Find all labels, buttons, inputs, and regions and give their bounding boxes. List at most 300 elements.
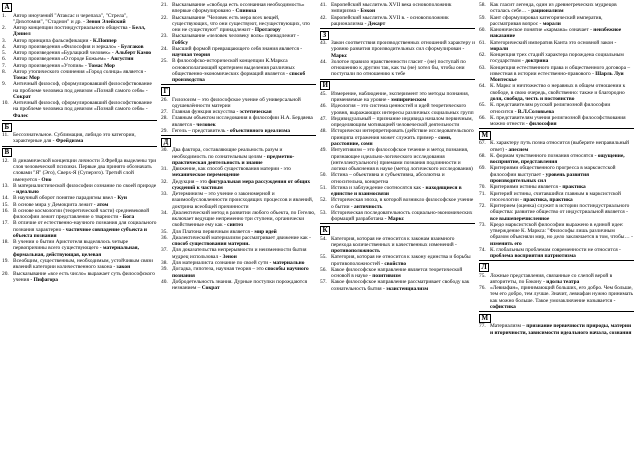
answer-text: Зенон Элейский (86, 18, 126, 25)
item-number: 8. (2, 68, 7, 75)
list-item (2, 69, 157, 82)
answer-text: научная теория (172, 52, 211, 59)
question-text: Высказывание «свобода есть осознанная необходимость» впервые сформулировано - (172, 2, 305, 15)
question-text: К. глобальным проблемам современности не относится - (490, 246, 621, 253)
question-text: К. характеру путь позна относится (выберите неправильный ответ) - (490, 140, 629, 153)
item-text (172, 235, 316, 248)
question-text: В учении о бытии Аристотеля выделялось четыре первопричины всего существующего - (13, 239, 129, 252)
answer-text: античность (354, 203, 383, 210)
question-text: Критериями истины является - (490, 184, 561, 191)
item-number: 33. (161, 191, 168, 198)
answer-text: софистика (490, 303, 516, 310)
list-item (479, 102, 634, 115)
item-text (172, 115, 316, 128)
list-item (320, 2, 475, 15)
question-text: Материализм – (490, 323, 525, 330)
answer-text: позитивизм (372, 273, 401, 280)
answer-text: мир идей (254, 228, 277, 235)
item-number: 14. (2, 195, 9, 202)
question-text: В основе космологии (теоретической части) средневековой философии лежит представление о тварности - (13, 207, 150, 221)
item-number: 63. (479, 64, 486, 71)
item-number: 16. (2, 207, 9, 214)
list-item (479, 2, 634, 15)
list-item (161, 115, 316, 128)
item-number: 10. (2, 100, 9, 107)
question-text: К. формам чувственного познания относятся - (490, 152, 597, 159)
answer-text: Булгаков (120, 43, 144, 50)
list-item (479, 203, 634, 222)
answer-text: способ производства (172, 70, 306, 84)
item-number: 42. (320, 14, 327, 21)
answer-text: Августин (110, 56, 134, 63)
question-text: Для Платона первичным является - (172, 228, 253, 235)
question-text: Автор иноучений "Атаксас и черепаха", "Стрела", "Дихотомия", "Стадион" и др. - (13, 12, 128, 25)
item-number: 72. (479, 203, 486, 210)
item-text (172, 128, 316, 134)
list-item (320, 40, 475, 59)
answer-text: свойство (384, 260, 407, 267)
question-text: Критерий истины, считавшийся главным в марксистской гносеологии - (490, 190, 621, 203)
question-text: Главным объектом исследования в философии Н.А. Бердяева является - (172, 115, 313, 128)
question-text: К. представителям русской религиозной философии относится - (490, 102, 611, 115)
item-number: 53. (320, 209, 327, 216)
item-number: 12. (2, 157, 9, 164)
item-text (172, 191, 316, 210)
item-text (13, 69, 157, 82)
question-text: К. Маркс и ничтожество о неравных в общем отношении к свободе, в свою очередь, свойственно: также и благородно (490, 83, 626, 96)
list-item (479, 222, 634, 247)
section-divider (320, 223, 475, 224)
list-item (161, 179, 316, 192)
answer-text: Маркс (387, 216, 404, 223)
list-item (479, 247, 634, 260)
item-number: 11. (2, 132, 9, 139)
answer-text: фигуральная мера рассуждения от общих суждений к частным (172, 178, 311, 191)
item-number: 77. (479, 323, 486, 330)
item-text (172, 97, 316, 110)
answer-text: Маркс (331, 52, 348, 59)
list-item (479, 140, 634, 153)
item-number: 66. (479, 114, 486, 121)
item-number: 47. (320, 115, 327, 122)
item-number: 1. (2, 12, 7, 19)
item-number: 23. (161, 33, 168, 40)
section-letter: И (320, 81, 330, 90)
item-number: 29. (161, 127, 168, 134)
question-text: Концепция трех стадий характера порождена социальным государством - (490, 52, 624, 65)
question-text: Для материалиста сознание по своей сути - (172, 260, 272, 267)
answer-text: неизбежное наказание (490, 27, 622, 40)
question-text: Идеология – это система ценностей и идей теоретического уровня, выражающих интересы различных социальных групп (331, 103, 474, 116)
question-text: Автор произведения «Утопия» - (13, 62, 87, 69)
question-text: Кант сформулировал категорический императив, рассматривая вопрос - (490, 14, 603, 27)
answer-text: доктрина (525, 58, 549, 65)
answer-text: философия (529, 121, 557, 128)
question-text: Главная функция искусства - (172, 109, 239, 116)
answer-text: предметно-практическая деятельность и знание (172, 153, 295, 166)
question-text: Всеобщим, существенным, необходимым, устойчивым связи явлений категории количественного закона - (13, 257, 154, 271)
question-text: В отличие от естественно-научного познания для социального познания характерно - (13, 220, 157, 233)
item-number: 45. (320, 90, 327, 97)
item-number: 76. (479, 285, 486, 292)
question-text: Автор концепции постиндустриального общества - (13, 25, 131, 32)
list-item (479, 83, 634, 102)
question-text: Концепция естественного права и общественного договора – известная в истории естественно-правового - (490, 64, 631, 77)
item-number: 61. (479, 39, 486, 46)
item-number: 46. (320, 103, 327, 110)
list-item (161, 191, 316, 210)
item-number: 24. (161, 45, 168, 52)
list-item (320, 236, 475, 255)
item-text (13, 239, 157, 258)
item-number: 4. (2, 43, 7, 50)
list-item (320, 103, 475, 116)
item-number: 21. (161, 2, 168, 8)
item-number: 9. (2, 81, 7, 88)
list-item (161, 279, 316, 292)
answer-text: противоположность (331, 248, 380, 255)
item-number: 49. (320, 147, 327, 154)
answer-text: Протагору (254, 27, 281, 34)
question-text: Дедукция – это (172, 178, 208, 185)
list-item (161, 33, 316, 46)
section-letter: Г (161, 87, 170, 96)
column-2 (161, 2, 318, 448)
list-item (2, 258, 157, 271)
item-number: 65. (479, 102, 486, 109)
item-text (490, 27, 634, 40)
list-item (2, 220, 157, 239)
item-text (490, 65, 634, 84)
list-item (320, 116, 475, 129)
question-text: Ложные представления, связанные со слепой верой в авторитеты, по Бэкону - (490, 272, 613, 285)
answer-text: материально (272, 260, 305, 267)
column-3 (320, 2, 477, 448)
question-text: Автор произведения «Бурлацкий человек» - (13, 50, 114, 57)
item-number: 48. (320, 128, 327, 135)
item-text (490, 273, 634, 286)
section-divider (161, 135, 316, 136)
list-item (2, 13, 157, 26)
list-item (320, 267, 475, 280)
item-number: 2. (2, 25, 7, 32)
list-item (320, 15, 475, 28)
section-letter: Б (2, 123, 12, 132)
list-item (479, 165, 634, 184)
item-text (490, 285, 634, 310)
answer-text: атом (96, 201, 109, 208)
item-text (13, 271, 157, 284)
list-item (161, 247, 316, 260)
question-text: Высказывание "Человек есть мера всех вещей, существующих, что они существуют, несуществующих, что они не существуют" принадлежит - (172, 14, 310, 34)
list-item (2, 208, 157, 221)
answer-text: морали (490, 45, 509, 52)
section-divider (320, 79, 475, 80)
column-1 (2, 2, 159, 448)
item-text (172, 247, 316, 260)
list-item (161, 147, 316, 166)
list-item (479, 65, 634, 84)
list-item (2, 100, 157, 119)
answer-text: синтез (227, 222, 243, 229)
item-number: 13. (2, 182, 9, 189)
item-text (490, 191, 634, 204)
item-number: 50. (320, 172, 327, 179)
question-text: Диалектический материализм рассматривает движение как - (172, 234, 311, 241)
answer-text: способы научного познания (172, 266, 309, 279)
item-text (172, 166, 316, 179)
answer-text: механическое перемещение (172, 172, 240, 179)
answer-text: идолы театра (546, 278, 580, 285)
answer-text: В.Л.Соловьева (517, 108, 554, 115)
list-item (479, 285, 634, 310)
question-text: Каноническое понятие «кармана» означает - (490, 27, 592, 34)
item-text (490, 115, 634, 128)
item-number: 58. (479, 2, 486, 8)
item-text (13, 258, 157, 271)
answer-text: все вышеперечисленное (490, 215, 550, 222)
question-text: Истина и заблуждение соотносятся как - (331, 184, 425, 191)
question-text: В материалистической философии сознание по своей природе - (13, 182, 157, 196)
question-text: Критериями общественного прогресса в марксистской философии выступает - (490, 165, 616, 178)
item-number: 7. (2, 62, 7, 69)
item-number: 19. (2, 257, 9, 264)
item-text (490, 2, 634, 15)
section-letter: Д (161, 138, 171, 147)
item-number: 73. (479, 221, 486, 228)
list-item (479, 115, 634, 128)
item-number: 64. (479, 83, 486, 90)
question-text: Движение, как способ существования материи - это (172, 166, 291, 173)
list-item (161, 58, 316, 83)
column-4 (479, 2, 636, 448)
item-number: 71. (479, 190, 486, 197)
question-text: Кредо марксистской философии выражено в единой идее: утверждение К. Маркса: "Философы лишь различным образом объясняли мир, но дело заключается в том, чтобы… - (490, 221, 633, 241)
answer-text: объективного идеализма (229, 127, 291, 134)
item-number: 55. (320, 254, 327, 261)
answer-text: Бэкон (360, 8, 376, 15)
item-text (13, 132, 157, 145)
item-text (13, 220, 157, 239)
answer-text: человек (196, 121, 216, 128)
question-text: Высказывание «человек человеку волк» принадлежит - (172, 33, 299, 40)
list-item (320, 254, 475, 267)
item-text (331, 147, 475, 172)
question-text: Европейский мыслитель XVII в. - основоположник рационализма - (331, 14, 449, 27)
question-text: Историческая эпоха, в которой возникло философское учение о бытии - (331, 197, 474, 210)
item-number: 74. (479, 246, 486, 253)
list-item (161, 166, 316, 179)
item-text (13, 25, 157, 38)
question-text: В философско-исторической концепции К.Маркса основополагающий критерием выделения различных общественно-экономических формаций является - (172, 58, 295, 77)
section-divider (320, 28, 475, 29)
section-divider (2, 120, 157, 121)
list-item (161, 46, 316, 59)
section-letter: З (320, 31, 329, 40)
question-text: Исторически интерпретировать (действие исследовательского принципа отражения может служить пример - (331, 128, 474, 141)
item-number: 75. (479, 272, 486, 279)
item-number: 40. (161, 278, 168, 285)
item-number: 44. (320, 58, 327, 65)
item-text (490, 153, 634, 166)
answer-text: способ существования материи. (172, 241, 250, 248)
answer-text: проблема восприятия патриотизма (490, 253, 576, 260)
question-text: Закон соответствия производственных отношений характеру и уровню развития производительных сил сформулирован - (331, 40, 475, 53)
answer-text: Гоббсу (172, 39, 189, 46)
item-number: 39. (161, 266, 168, 273)
item-text (490, 323, 634, 336)
item-text (13, 208, 157, 221)
item-text (331, 210, 475, 223)
answer-text: доля, свобода, честь и постоянство (490, 95, 575, 102)
item-number: 67. (479, 140, 486, 147)
question-text: Интуитивизм – это философское течение и метод познания, признающее идеально-логического исследования (интеллектуального) приемами познания подлинности и логики объяснения в науке (метод логического исследования) (331, 147, 473, 173)
question-text: Какое философское направление рассматривает свободу как сознательность бытия - (331, 279, 470, 292)
item-number: 5. (2, 50, 7, 57)
item-text (331, 279, 475, 292)
item-text (331, 59, 475, 78)
answer-text: практика, практика (523, 196, 573, 203)
answer-text: признание первичности природы, материи и вторичности, зависимости идеального начала, сознания (490, 323, 632, 336)
answer-text: Томас Мор (88, 62, 115, 69)
item-number: 57. (320, 279, 327, 286)
answer-text: закон (116, 264, 131, 271)
question-text: Гилозоизм – это философское учение об универсальной одушевлённости материи (172, 96, 301, 109)
question-text: Античный философ, сформулировавший философствование на проблеме человека под девизом «Познай самого себя» - (13, 81, 152, 94)
item-text (331, 15, 475, 28)
item-number: 31. (161, 166, 168, 173)
item-number: 35. (161, 228, 168, 235)
list-item (2, 132, 157, 145)
question-text: Догадка, гипотеза, научная теория – это (172, 266, 264, 273)
item-text (490, 247, 634, 260)
list-item (2, 271, 157, 284)
question-text: Категория, которая не относится к закону единства и борьбы противоположностей - (331, 254, 471, 267)
list-item (161, 210, 316, 229)
section-divider (2, 146, 157, 147)
item-number: 26. (161, 96, 168, 103)
answer-text: эмпирическом (390, 97, 427, 104)
item-number: 20. (2, 270, 9, 277)
list-item (479, 52, 634, 65)
item-number: 62. (479, 52, 486, 59)
item-text (13, 100, 157, 119)
list-item (320, 185, 475, 198)
list-item (320, 91, 475, 104)
question-text: Диалектический метод в развитии любого объекта, по Гегелю, включает ведущие непременно три ступени, органически свойственные ему как - (172, 209, 316, 229)
list-item (161, 266, 316, 279)
item-text (172, 58, 316, 83)
item-text (331, 2, 475, 15)
item-text (331, 172, 475, 185)
item-text (172, 33, 316, 46)
item-number: 69. (479, 165, 486, 172)
item-text (490, 52, 634, 65)
answer-text: рационализм (531, 8, 564, 15)
answer-text: Сократ (201, 285, 220, 292)
list-item (479, 27, 634, 40)
question-text: В динамической концепции личности З.Фрейда выделены три слоя человеческой психики. Первые два принято обозначать словами "Я" (Эго), Сверх-Я (Суперэго). Третий слой именуется - (13, 157, 157, 183)
list-item (320, 172, 475, 185)
answer-text: Бога (122, 214, 135, 221)
item-text (331, 267, 475, 280)
question-text: Гегель – представитель - (172, 127, 229, 134)
item-text (331, 236, 475, 255)
item-number: 6. (2, 56, 7, 63)
item-text (172, 147, 316, 166)
item-text (490, 203, 634, 222)
list-item (161, 235, 316, 248)
question-text: Золотое правило нравственности гласит - (не) поступай по отношению к другим так, как ты (не) хотел бы, чтобы они поступали по отношению к тебе (331, 58, 466, 78)
question-text: Античный философ, сформулировавший философствование на проблеме человека под девизом «Познай самого себя» - (13, 100, 152, 113)
section-letter: Л (479, 263, 489, 272)
item-number: 25. (161, 58, 168, 65)
answer-text: Белл, Дэниел (13, 25, 146, 38)
item-text (172, 15, 316, 34)
section-divider (479, 311, 634, 312)
item-text (490, 222, 634, 247)
question-text: Автор произведения «О городе Божьем» - (13, 56, 110, 63)
answer-text: К.Поппер (92, 37, 117, 44)
item-number: 68. (479, 152, 486, 159)
item-text (490, 165, 634, 184)
question-text: Индивидуальный – признание индивида началом первичным, определяющим мотивацией человеческой деятельности (331, 115, 473, 129)
list-item (320, 128, 475, 147)
list-item (2, 25, 157, 38)
list-item (2, 81, 157, 100)
question-text: К. представителям учения религиозной философствования можно отнести - (490, 114, 626, 128)
answer-text: эстетическая (239, 109, 272, 116)
item-text (172, 179, 316, 192)
list-item (479, 191, 634, 204)
answer-text: частичное совпадение субъекта и объекта познания (13, 226, 147, 239)
answer-text: Декарт (367, 20, 386, 27)
item-text (331, 254, 475, 267)
question-text: Историческая последовательность социально-экономических формаций разработана - (331, 209, 473, 223)
item-text (331, 91, 475, 104)
question-text: Добродетельность знания. Дурные поступки порождаются незнанием – (172, 278, 308, 292)
item-number: 54. (320, 235, 327, 242)
question-text: Автор принципа фальсификации - (13, 37, 92, 44)
section-divider (479, 260, 634, 261)
list-item (479, 15, 634, 28)
answer-text: Томас Мор (13, 75, 40, 82)
list-item (479, 153, 634, 166)
item-number: 32. (161, 178, 168, 185)
item-text (490, 15, 634, 28)
item-text (172, 46, 316, 59)
item-text (13, 81, 157, 100)
list-item (479, 323, 634, 336)
list-item (320, 210, 475, 223)
item-number: 18. (2, 239, 9, 246)
item-number: 36. (161, 234, 168, 241)
item-number: 52. (320, 197, 327, 204)
item-number: 43. (320, 40, 327, 47)
answer-text: ощущение, восприятие, представления (490, 152, 625, 166)
list-item (320, 59, 475, 78)
item-number: 70. (479, 184, 486, 191)
item-number: 38. (161, 260, 168, 267)
question-text: Категорический императив Канта это основной закон - (490, 39, 617, 46)
list-item (161, 128, 316, 134)
answer-text: Оно (41, 176, 52, 183)
answer-text: практика (562, 184, 586, 191)
list-item (320, 197, 475, 210)
answer-text: сомн, расстояние, сомн (331, 134, 452, 147)
list-item (161, 2, 316, 15)
item-number: 3. (2, 37, 7, 44)
